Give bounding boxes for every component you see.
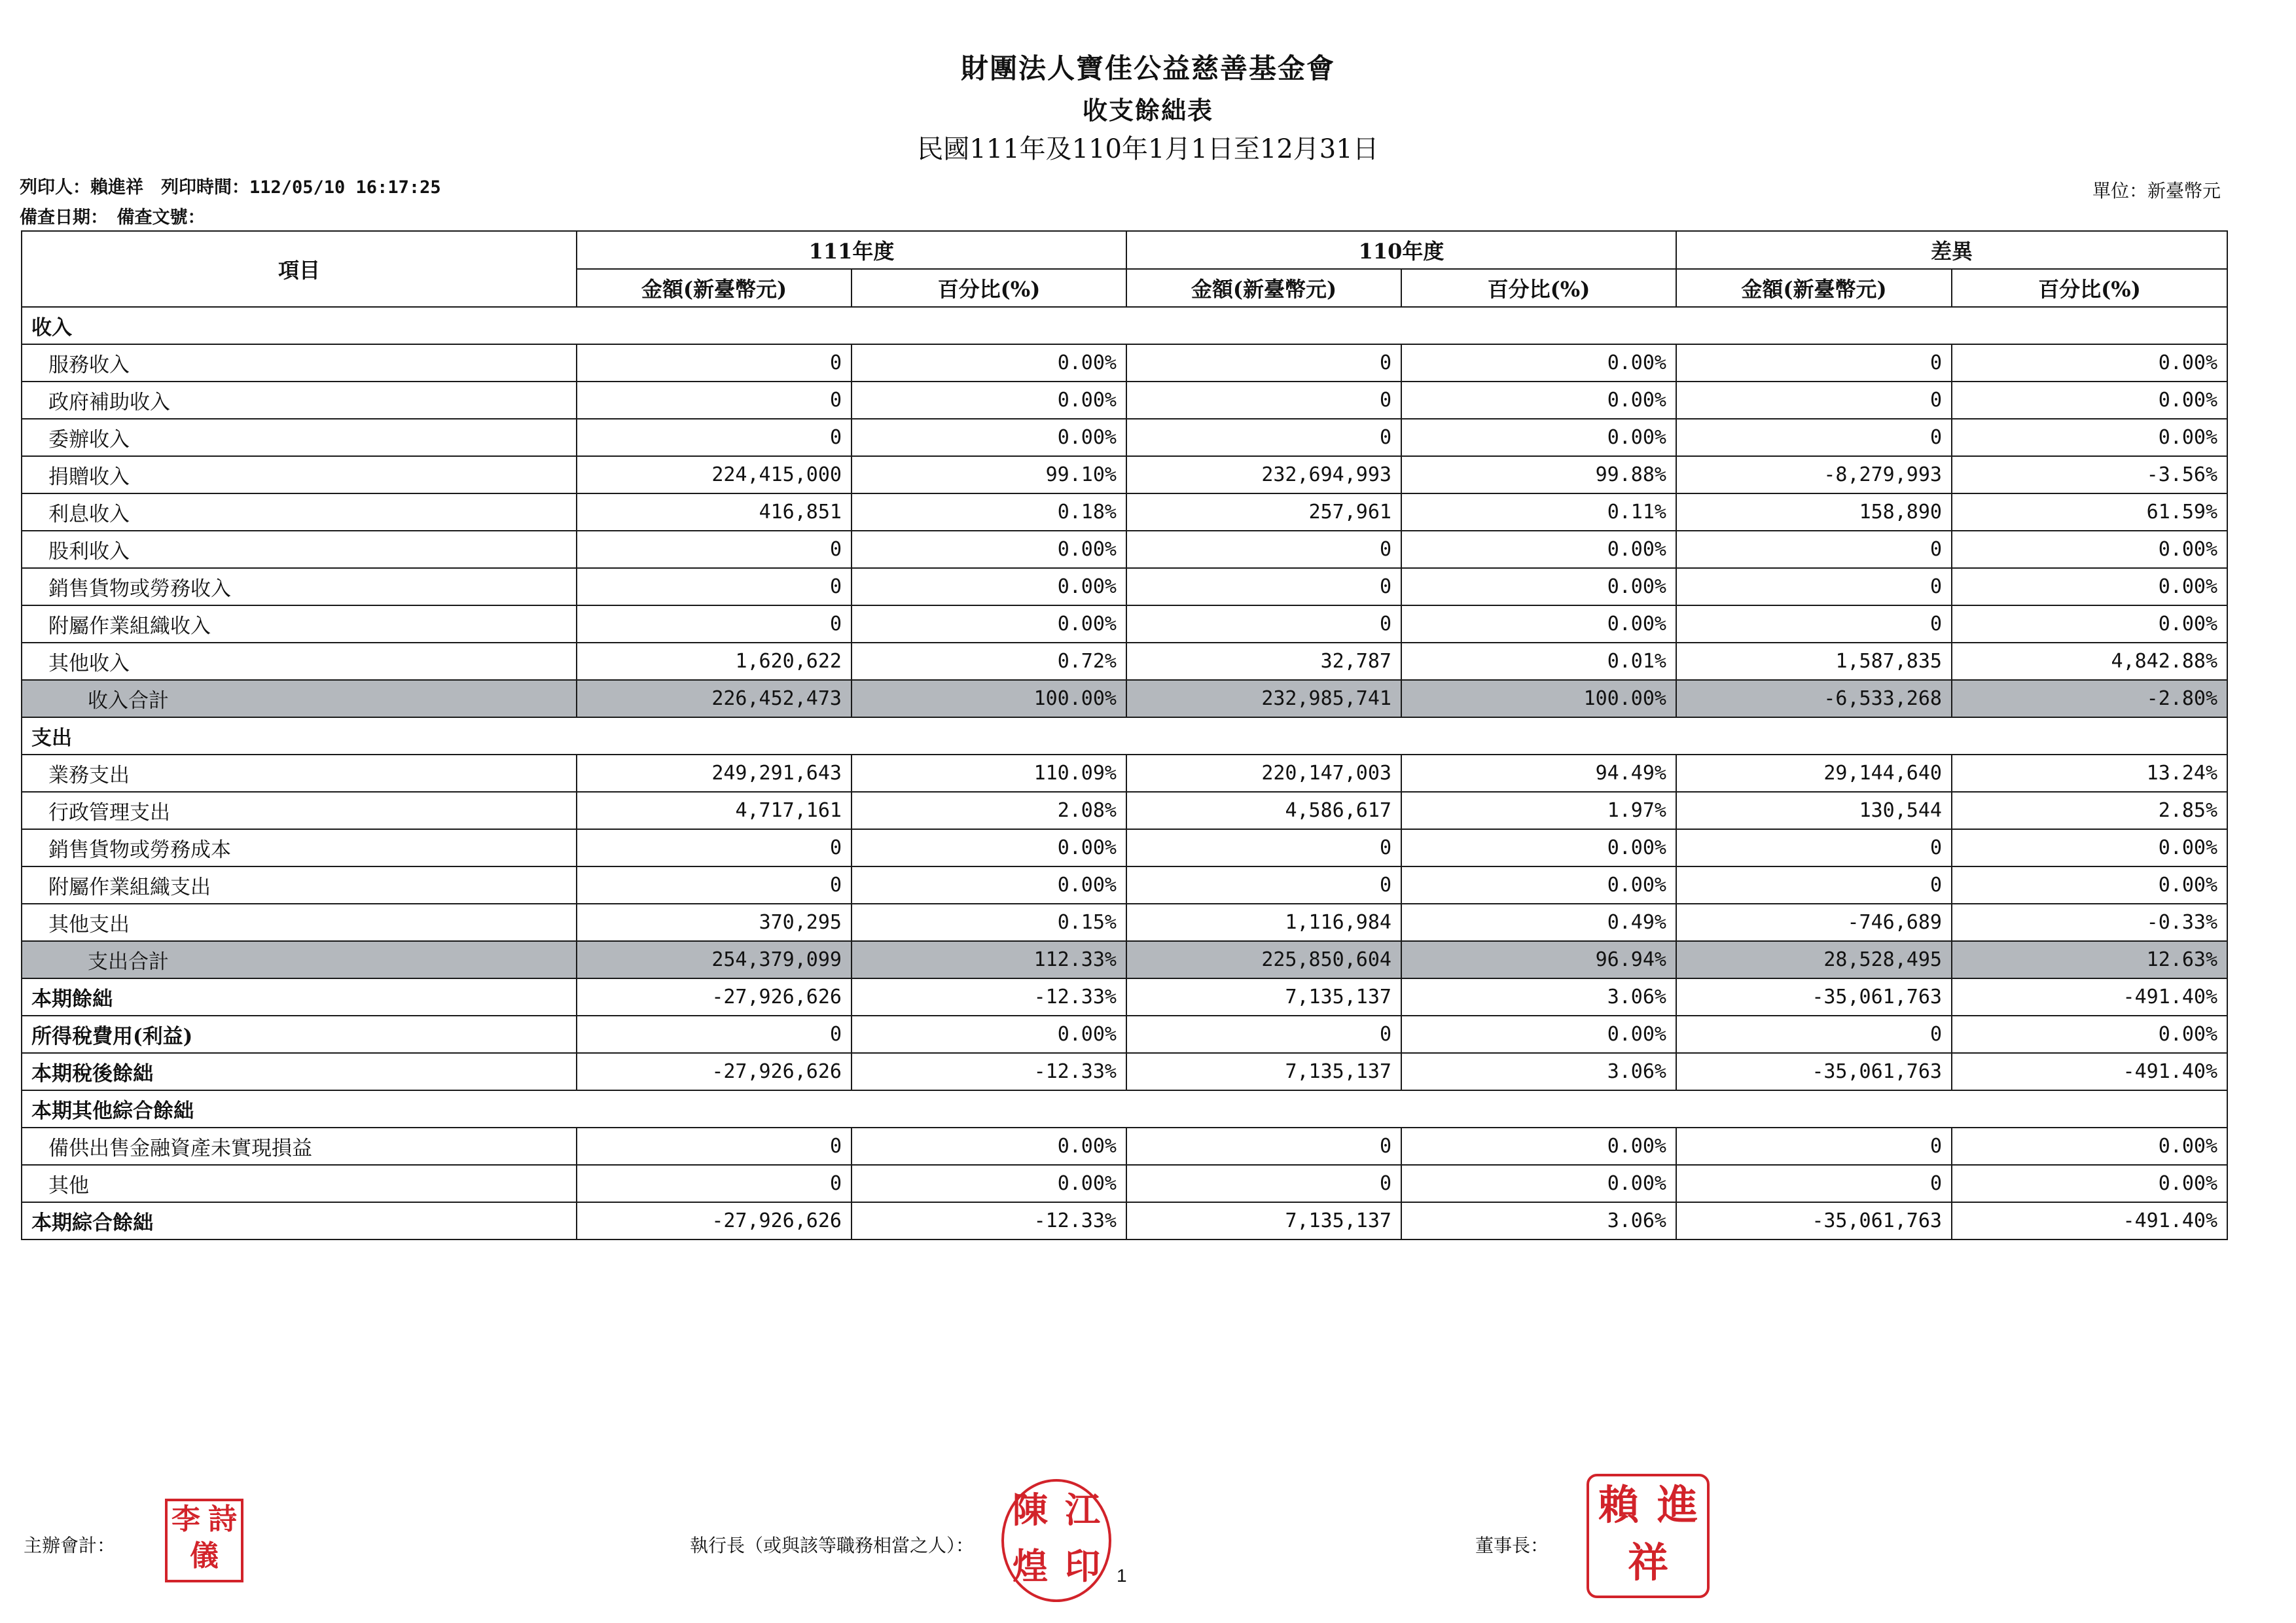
row-label: 銷售貨物或勞務收入 [22,568,577,605]
amount-cell: 4,586,617 [1126,792,1401,829]
table-row [22,1016,2227,1053]
section-spacer [577,1090,2227,1128]
row-label: 政府補助收入 [22,382,577,419]
seal-character: 江 [1065,1489,1100,1531]
section-spacer [577,307,2227,344]
amount-cell: 0 [577,866,852,904]
table-row [22,531,2227,568]
percent-cell: 0.00% [1401,605,1676,643]
accountant-label: 主辦會計： [24,1535,116,1556]
row-label: 本期其他綜合餘絀 [22,1090,577,1128]
amount-cell: 7,135,137 [1126,1202,1401,1240]
seal-character: 陳 [1013,1489,1048,1531]
table-row [22,643,2227,680]
group-header-111: 111年度 [577,231,1126,269]
amount-cell: 0 [1676,419,1952,456]
column-header-percent: 百分比(%) [852,269,1126,307]
amount-cell: 0 [577,605,852,643]
amount-cell: 0 [577,568,852,605]
amount-cell: 0 [1126,419,1401,456]
amount-cell: 0 [1676,866,1952,904]
percent-cell: 3.06% [1401,978,1676,1016]
percent-cell: 0.00% [1401,1128,1676,1165]
table-row [22,978,2227,1016]
ceo-seal [1001,1479,1111,1602]
percent-cell: 0.49% [1401,904,1676,941]
amount-cell: -35,061,763 [1676,1202,1952,1240]
section-row [22,1090,2227,1128]
percent-cell: 1.97% [1401,792,1676,829]
printer-info: 列印人：賴進祥 列印時間：112/05/10 16:17:25 [20,177,441,198]
row-label: 收入合計 [22,680,577,717]
percent-cell: 100.00% [1401,680,1676,717]
row-label: 股利收入 [22,531,577,568]
amount-cell: 249,291,643 [577,755,852,792]
table-row [22,456,2227,493]
table-row [22,792,2227,829]
amount-cell: 0 [1126,344,1401,382]
row-label: 附屬作業組織支出 [22,866,577,904]
amount-cell: 1,620,622 [577,643,852,680]
amount-cell: 0 [1126,568,1401,605]
percent-cell: 0.00% [1401,568,1676,605]
percent-cell: 96.94% [1401,941,1676,978]
page-number: 1 [1117,1565,1127,1586]
row-label: 本期綜合餘絀 [22,1202,577,1240]
table-row [22,904,2227,941]
percent-cell: -0.33% [1952,904,2227,941]
percent-cell: 112.33% [852,941,1126,978]
row-label: 捐贈收入 [22,456,577,493]
amount-cell: -27,926,626 [577,1202,852,1240]
percent-cell: 0.00% [1952,531,2227,568]
percent-cell: -3.56% [1952,456,2227,493]
seal-character: 詩 [208,1503,237,1536]
amount-cell: 158,890 [1676,493,1952,531]
amount-cell: 0 [1126,866,1401,904]
amount-cell: 0 [577,1165,852,1202]
row-label: 備供出售金融資產未實現損益 [22,1128,577,1165]
percent-cell: 100.00% [852,680,1126,717]
amount-cell: 0 [1676,382,1952,419]
column-header-percent: 百分比(%) [1952,269,2227,307]
seal-character: 李 [171,1503,200,1536]
percent-cell: 0.00% [852,568,1126,605]
amount-cell: 0 [1126,1016,1401,1053]
seal-character: 煌 [1013,1545,1048,1587]
percent-cell: 0.00% [1952,344,2227,382]
percent-cell: -2.80% [1952,680,2227,717]
table-row [22,829,2227,866]
amount-cell: 416,851 [577,493,852,531]
amount-cell: -27,926,626 [577,978,852,1016]
amount-cell: 0 [577,1128,852,1165]
group-header-110: 110年度 [1126,231,1676,269]
amount-cell: 0 [1126,829,1401,866]
row-label: 所得稅費用(利益) [22,1016,577,1053]
seal-character: 印 [1065,1545,1100,1587]
section-row [22,717,2227,755]
section-row [22,307,2227,344]
amount-cell: 225,850,604 [1126,941,1401,978]
amount-cell: 0 [577,1016,852,1053]
percent-cell: 0.00% [852,1128,1126,1165]
amount-cell: 232,985,741 [1126,680,1401,717]
table-body [22,307,2227,1240]
percent-cell: 0.00% [1401,866,1676,904]
percent-cell: 0.00% [1952,1016,2227,1053]
accountant-seal [165,1499,243,1582]
percent-cell: 0.15% [852,904,1126,941]
percent-cell: 0.00% [852,1165,1126,1202]
percent-cell: 0.00% [852,829,1126,866]
column-header-item: 項目 [22,231,577,307]
percent-cell: 0.00% [1401,531,1676,568]
percent-cell: 0.00% [852,1016,1126,1053]
row-label: 附屬作業組織收入 [22,605,577,643]
percent-cell: -12.33% [852,1202,1126,1240]
chairman-seal [1587,1474,1710,1598]
amount-cell: 0 [1126,382,1401,419]
seal-character: 賴 [1598,1481,1639,1529]
percent-cell: 0.00% [852,344,1126,382]
table-row [22,1165,2227,1202]
percent-cell: 0.00% [1401,829,1676,866]
amount-cell: -27,926,626 [577,1053,852,1090]
row-label: 利息收入 [22,493,577,531]
ceo-label: 執行長（或與該等職務相當之人）： [690,1535,975,1556]
report-period: 民國111年及110年1月1日至12月31日 [917,134,1379,164]
percent-cell: 0.00% [852,605,1126,643]
percent-cell: 0.11% [1401,493,1676,531]
amount-cell: 29,144,640 [1676,755,1952,792]
percent-cell: -12.33% [852,1053,1126,1090]
percent-cell: 61.59% [1952,493,2227,531]
percent-cell: 99.88% [1401,456,1676,493]
percent-cell: 0.00% [1952,382,2227,419]
row-label: 支出 [22,717,577,755]
percent-cell: 13.24% [1952,755,2227,792]
percent-cell: 3.06% [1401,1202,1676,1240]
amount-cell: -8,279,993 [1676,456,1952,493]
amount-cell: 0 [577,829,852,866]
amount-cell: -6,533,268 [1676,680,1952,717]
row-label: 本期稅後餘絀 [22,1053,577,1090]
amount-cell: 0 [577,419,852,456]
percent-cell: 99.10% [852,456,1126,493]
row-label: 行政管理支出 [22,792,577,829]
percent-cell: 0.00% [852,382,1126,419]
percent-cell: -491.40% [1952,1053,2227,1090]
amount-cell: 370,295 [577,904,852,941]
total-row [22,680,2227,717]
group-header-difference: 差異 [1676,231,2227,269]
percent-cell: 0.18% [852,493,1126,531]
amount-cell: 0 [1676,1128,1952,1165]
amount-cell: 0 [1676,568,1952,605]
column-header-amount: 金額(新臺幣元) [1126,269,1401,307]
amount-cell: 0 [577,344,852,382]
amount-cell: 0 [1676,531,1952,568]
table-row [22,344,2227,382]
percent-cell: 0.00% [852,866,1126,904]
amount-cell: 7,135,137 [1126,1053,1401,1090]
percent-cell: 3.06% [1401,1053,1676,1090]
percent-cell: 0.00% [1952,1165,2227,1202]
row-label: 支出合計 [22,941,577,978]
row-label: 其他 [22,1165,577,1202]
amount-cell: 0 [577,382,852,419]
amount-cell: -746,689 [1676,904,1952,941]
organization-title: 財團法人寶佳公益慈善基金會 [960,52,1335,84]
row-label: 其他收入 [22,643,577,680]
percent-cell: -12.33% [852,978,1126,1016]
section-spacer [577,717,2227,755]
table-row [22,493,2227,531]
amount-cell: 28,528,495 [1676,941,1952,978]
table-row [22,1053,2227,1090]
amount-cell: 0 [1676,1165,1952,1202]
percent-cell: 0.00% [852,531,1126,568]
percent-cell: 0.00% [1952,1128,2227,1165]
chairman-label: 董事長： [1475,1535,1549,1556]
amount-cell: 130,544 [1676,792,1952,829]
row-label: 本期餘絀 [22,978,577,1016]
table-row [22,1202,2227,1240]
amount-cell: 0 [1126,605,1401,643]
table-row [22,866,2227,904]
seal-character: 進 [1657,1481,1698,1529]
percent-cell: 0.00% [1401,1016,1676,1053]
percent-cell: 0.00% [1952,419,2227,456]
table-row [22,1128,2227,1165]
row-label: 收入 [22,307,577,344]
amount-cell: 0 [1126,1128,1401,1165]
percent-cell: -491.40% [1952,978,2227,1016]
table-row [22,755,2227,792]
table-row [22,419,2227,456]
row-label: 業務支出 [22,755,577,792]
table-row [22,605,2227,643]
percent-cell: 2.08% [852,792,1126,829]
percent-cell: 4,842.88% [1952,643,2227,680]
amount-cell: 254,379,099 [577,941,852,978]
report-title: 收支餘絀表 [1082,96,1213,125]
table-row [22,568,2227,605]
amount-cell: 0 [1126,1165,1401,1202]
amount-cell: 0 [577,531,852,568]
row-label: 其他支出 [22,904,577,941]
row-label: 銷售貨物或勞務成本 [22,829,577,866]
percent-cell: 110.09% [852,755,1126,792]
seal-character: 儀 [190,1539,219,1573]
amount-cell: 224,415,000 [577,456,852,493]
percent-cell: 0.00% [1952,605,2227,643]
amount-cell: 0 [1126,531,1401,568]
percent-cell: 0.72% [852,643,1126,680]
percent-cell: 0.00% [1401,1165,1676,1202]
percent-cell: 0.01% [1401,643,1676,680]
percent-cell: 0.00% [1401,419,1676,456]
amount-cell: 0 [1676,605,1952,643]
amount-cell: -35,061,763 [1676,978,1952,1016]
percent-cell: 12.63% [1952,941,2227,978]
amount-cell: 1,116,984 [1126,904,1401,941]
amount-cell: 220,147,003 [1126,755,1401,792]
amount-cell: 32,787 [1126,643,1401,680]
percent-cell: 0.00% [1401,382,1676,419]
income-expense-table [21,230,2228,1240]
column-header-amount: 金額(新臺幣元) [577,269,852,307]
amount-cell: 0 [1676,1016,1952,1053]
table-row [22,382,2227,419]
percent-cell: 0.00% [1952,829,2227,866]
row-label: 服務收入 [22,344,577,382]
percent-cell: 0.00% [852,419,1126,456]
amount-cell: 4,717,161 [577,792,852,829]
amount-cell: -35,061,763 [1676,1053,1952,1090]
reference-info: 備查日期： 備查文號： [20,207,206,228]
amount-cell: 0 [1676,829,1952,866]
amount-cell: 0 [1676,344,1952,382]
currency-unit: 單位：新臺幣元 [2092,180,2221,202]
amount-cell: 7,135,137 [1126,978,1401,1016]
row-label: 委辦收入 [22,419,577,456]
percent-cell: 0.00% [1401,344,1676,382]
amount-cell: 226,452,473 [577,680,852,717]
percent-cell: 2.85% [1952,792,2227,829]
total-row [22,941,2227,978]
column-header-percent: 百分比(%) [1401,269,1676,307]
percent-cell: 0.00% [1952,568,2227,605]
percent-cell: 94.49% [1401,755,1676,792]
amount-cell: 232,694,993 [1126,456,1401,493]
column-header-amount: 金額(新臺幣元) [1676,269,1952,307]
percent-cell: -491.40% [1952,1202,2227,1240]
percent-cell: 0.00% [1952,866,2227,904]
seal-character: 祥 [1627,1539,1668,1586]
amount-cell: 1,587,835 [1676,643,1952,680]
amount-cell: 257,961 [1126,493,1401,531]
